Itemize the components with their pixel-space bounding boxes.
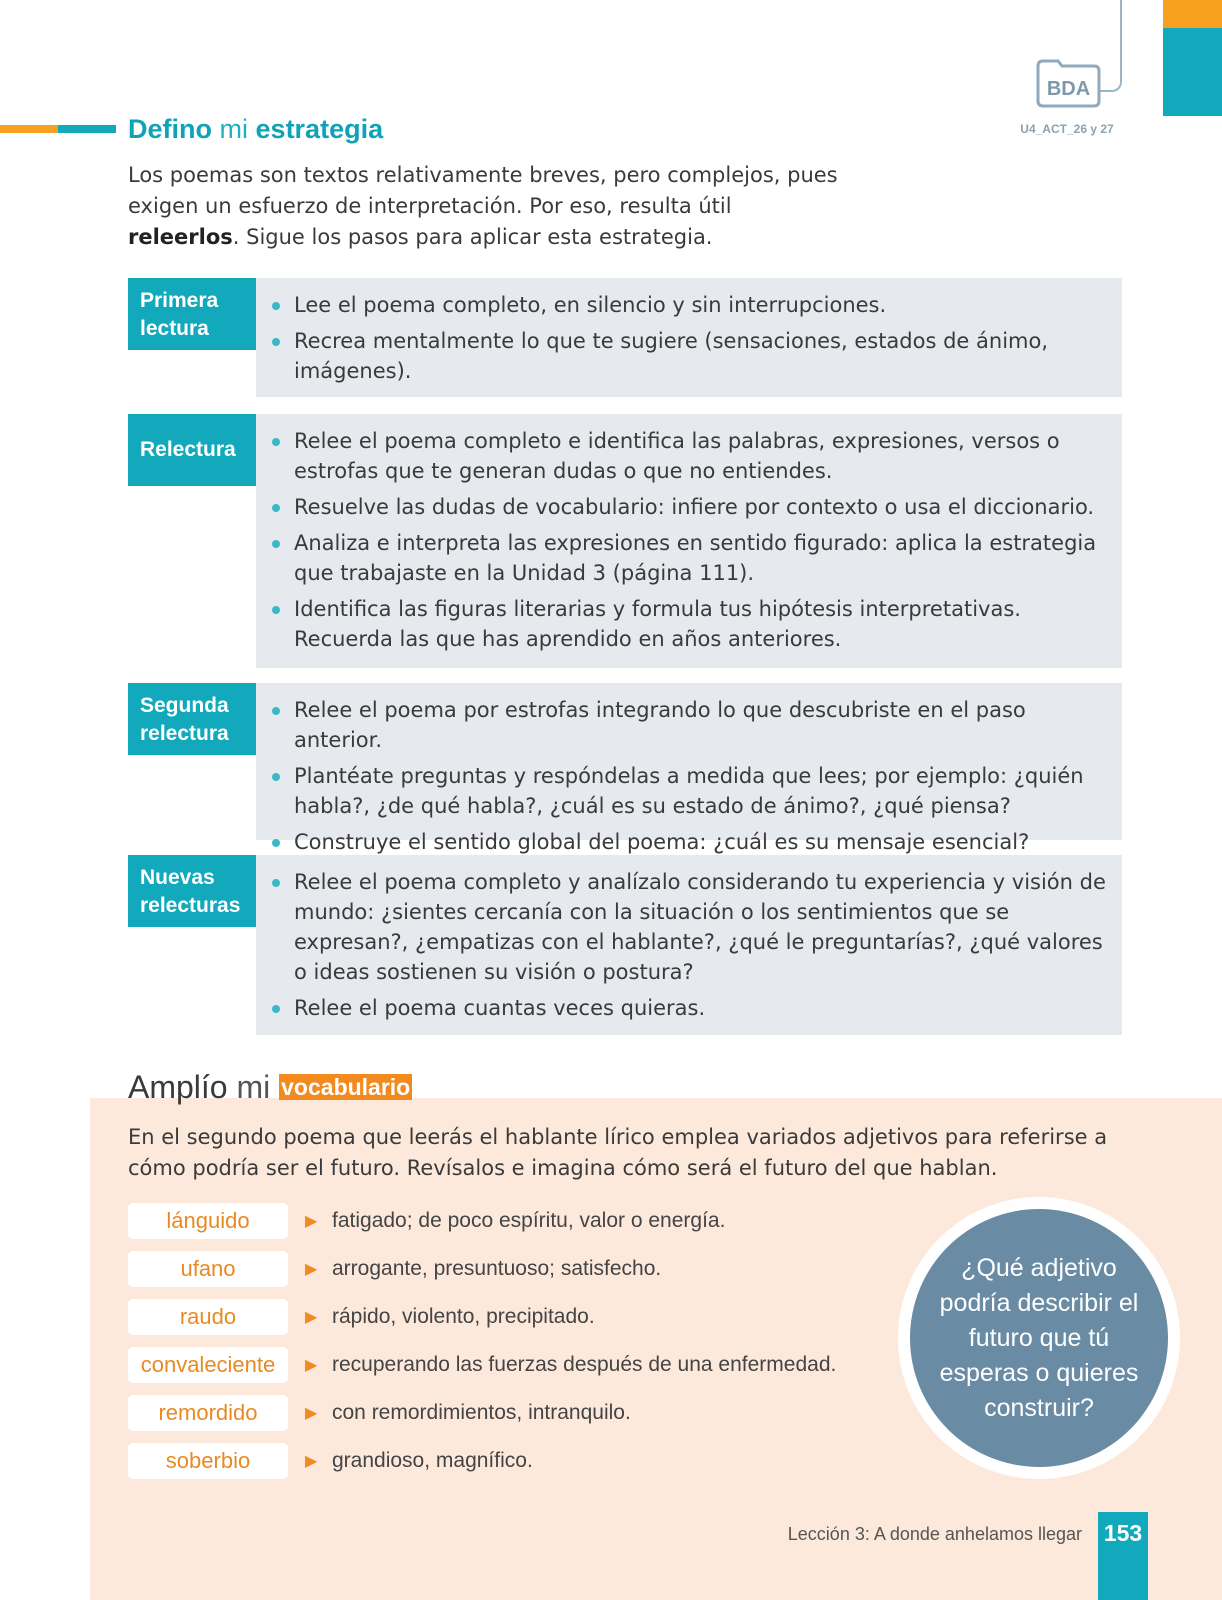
intro-part1: Los poemas son textos relativamente breves, pero complejos, pues exigen un esfuerzo de interpretación. Por eso, resulta útil <box>128 163 838 218</box>
step-label: Primera lectura <box>128 278 256 350</box>
step-box <box>256 855 1122 1035</box>
bda-folder-icon[interactable] <box>1034 58 1102 108</box>
step-label: Nuevas relecturas <box>128 855 256 927</box>
triangle-right-icon: ▶ <box>305 1403 318 1422</box>
vocab-title-word3: vocabulario <box>281 1074 411 1100</box>
vocab-word: raudo <box>128 1299 288 1335</box>
step-box <box>256 683 1122 854</box>
corner-tab-orange <box>1163 0 1222 28</box>
strategy-title-word2: mi <box>219 114 249 144</box>
vocab-entry <box>128 1395 868 1431</box>
vocabulary-title <box>128 1069 412 1106</box>
strategy-intro <box>128 160 848 253</box>
bda-code: U4_ACT_26 y 27 <box>1020 122 1114 136</box>
vocab-definition: rápido, violento, precipitado. <box>332 1305 595 1328</box>
question-bubble: ¿Qué adjetivo podría describir el futuro que tú esperas o quieres construir? <box>910 1209 1168 1467</box>
vocab-definition: fatigado; de poco espíritu, valor o energía. <box>332 1209 726 1232</box>
step-item: Lee el poema completo, en silencio y sin interrupciones. <box>272 290 1112 320</box>
step-item: Relee el poema completo y analízalo considerando tu experiencia y visión de mundo: ¿sientes cercanía con la situación o los sentimientos que se expresan?, ¿empatizas con el hablante?, ¿qué le preguntarías?, ¿qué valores o ideas sostienen su visión o postura? <box>272 867 1112 987</box>
vocab-entry <box>128 1251 868 1287</box>
vocab-word: remordido <box>128 1395 288 1431</box>
vocab-title-word2: mi <box>236 1069 271 1105</box>
corner-tab <box>1163 0 1222 116</box>
strategy-title <box>128 114 383 145</box>
vocab-entry <box>128 1203 868 1239</box>
triangle-right-icon: ▶ <box>305 1451 318 1470</box>
vocab-entry <box>128 1347 868 1383</box>
step-box <box>256 414 1122 668</box>
step-item: Plantéate preguntas y respóndelas a medida que lees; por ejemplo: ¿quién habla?, ¿de qué habla?, ¿cuál es su estado de ánimo?, ¿qué piensa? <box>272 761 1112 821</box>
vocab-word: soberbio <box>128 1443 288 1479</box>
vocab-entry <box>128 1299 868 1335</box>
step-item: Relee el poema completo e identifica las palabras, expresiones, versos o estrofas que te generan dudas o que no entiendes. <box>272 426 1112 486</box>
vocab-word: ufano <box>128 1251 288 1287</box>
vocab-definition: recuperando las fuerzas después de una enfermedad. <box>332 1353 837 1376</box>
lesson-footer: Lección 3: A donde anhelamos llegar <box>787 1524 1082 1544</box>
vocabulary-intro: En el segundo poema que leerás el hablante lírico emplea variados adjetivos para referirse a cómo podría ser el futuro. Revísalos e imagina cómo será el futuro del que hablan. <box>128 1125 1108 1180</box>
intro-part2: . Sigue los pasos para aplicar esta estrategia. <box>232 225 713 249</box>
step-box <box>256 278 1122 397</box>
page-number: 153 <box>1098 1512 1148 1600</box>
triangle-right-icon: ▶ <box>305 1259 318 1278</box>
vocab-definition: arrogante, presuntuoso; satisfecho. <box>332 1257 662 1280</box>
step-label: Segunda relectura <box>128 683 256 755</box>
step-item: Construye el sentido global del poema: ¿cuál es su mensaje esencial? <box>272 827 1112 857</box>
vocab-word: convaleciente <box>128 1347 288 1383</box>
title-bar-teal <box>58 125 116 133</box>
corner-tab-teal <box>1163 28 1222 116</box>
title-bar-orange <box>0 125 58 133</box>
step-item: Resuelve las dudas de vocabulario: infiere por contexto o usa el diccionario. <box>272 492 1112 522</box>
triangle-right-icon: ▶ <box>305 1355 318 1374</box>
step-item: Relee el poema cuantas veces quieras. <box>272 993 1112 1023</box>
strategy-title-word1: Defino <box>128 114 212 144</box>
bda-label: BDA <box>1046 78 1091 100</box>
vocab-definition: con remordimientos, intranquilo. <box>332 1401 631 1424</box>
intro-bold: releerlos <box>128 225 233 249</box>
triangle-right-icon: ▶ <box>305 1211 318 1230</box>
step-item: Recrea mentalmente lo que te sugiere (sensaciones, estados de ánimo, imágenes). <box>272 326 1112 386</box>
vocab-definition: grandioso, magnífico. <box>332 1449 533 1472</box>
step-label: Relectura <box>128 414 256 486</box>
step-item: Identifica las figuras literarias y formula tus hipótesis interpretativas. Recuerda las que has aprendido en años anteriores. <box>272 594 1112 654</box>
vocab-title-word1: Amplío <box>128 1069 228 1105</box>
triangle-right-icon: ▶ <box>305 1307 318 1326</box>
step-item: Relee el poema por estrofas integrando lo que descubriste en el paso anterior. <box>272 695 1112 755</box>
step-item: Analiza e interpreta las expresiones en sentido figurado: aplica la estrategia que trabajaste en la Unidad 3 (página 111). <box>272 528 1112 588</box>
vocab-entry <box>128 1443 868 1479</box>
strategy-title-word3: estrategia <box>255 114 384 144</box>
vocab-word: lánguido <box>128 1203 288 1239</box>
